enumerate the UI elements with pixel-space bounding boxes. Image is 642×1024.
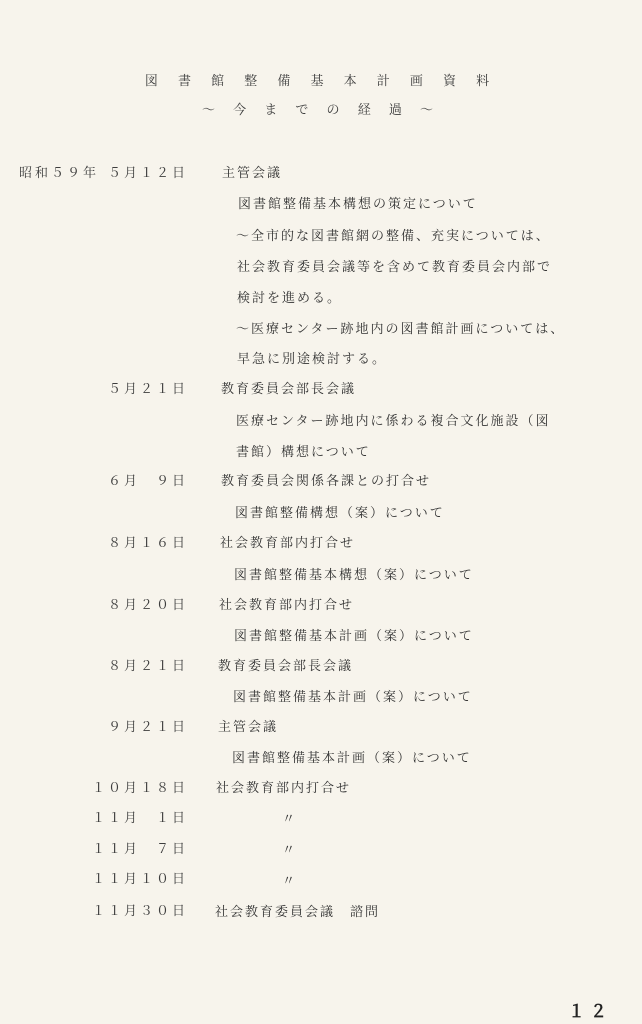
page-number: １２: [568, 1002, 612, 1021]
entry-detail: 早急に別途検討する。: [237, 352, 388, 367]
entry-event: 社会教育部内打合せ: [216, 781, 352, 796]
entry-detail: 図書館整備構想（案）について: [235, 506, 445, 521]
entry-event: 社会教育委員会議 諮問: [215, 905, 381, 920]
entry-date: １１月１０日: [91, 872, 188, 887]
entry-date: １１月３０日: [91, 904, 188, 919]
entry-event: 教育委員会部長会議: [221, 382, 357, 397]
ditto-mark: 〃: [282, 843, 298, 858]
entry-date: ５月２１日: [107, 382, 188, 397]
entry-detail: 図書館整備基本構想（案）について: [234, 568, 474, 583]
entry-date: ８月２１日: [107, 659, 188, 674]
entry-date: ６月 ９日: [107, 474, 188, 489]
era-year: 昭和５９年: [19, 166, 100, 181]
entry-detail: 図書館整備基本構想の策定について: [238, 197, 478, 212]
entry-detail: 社会教育委員会議等を含めて教育委員会内部で: [237, 260, 553, 275]
entry-date: ８月１６日: [107, 536, 188, 551]
entry-event: 社会教育部内打合せ: [220, 536, 356, 551]
entry-date: ９月２１日: [107, 720, 188, 735]
entry-event: 教育委員会関係各課との打合せ: [221, 474, 432, 489]
entry-date: １０月１８日: [91, 781, 188, 796]
entry-date: １１月 ７日: [91, 842, 188, 857]
entry-detail: 図書館整備基本計画（案）について: [234, 629, 474, 644]
entry-event: 主管会議: [222, 166, 283, 181]
entry-detail: 書館）構想について: [236, 445, 371, 460]
entry-date: １１月 １日: [91, 811, 188, 826]
document-subtitle: 〜 今 ま で の 経 過 〜: [202, 103, 440, 118]
entry-date: ８月２０日: [107, 598, 188, 613]
entry-detail: 検討を進める。: [237, 291, 343, 306]
entry-event: 教育委員会部長会議: [218, 659, 354, 674]
entry-event: 主管会議: [218, 720, 279, 735]
entry-date: ５月１２日: [107, 166, 188, 181]
entry-detail: 図書館整備基本計画（案）について: [232, 751, 472, 766]
entry-detail: 〜全市的な図書館網の整備、充実については、: [236, 229, 551, 244]
entry-detail: 〜医療センター跡地内の図書館計画については、: [236, 322, 566, 337]
entry-event: 社会教育部内打合せ: [219, 598, 355, 613]
document-title: 図 書 館 整 備 基 本 計 画 資 料: [144, 74, 498, 89]
entry-detail: 図書館整備基本計画（案）について: [233, 690, 473, 705]
ditto-mark: 〃: [282, 812, 298, 827]
ditto-mark: 〃: [282, 874, 298, 889]
entry-detail: 医療センター跡地内に係わる複合文化施設（図: [236, 414, 551, 429]
